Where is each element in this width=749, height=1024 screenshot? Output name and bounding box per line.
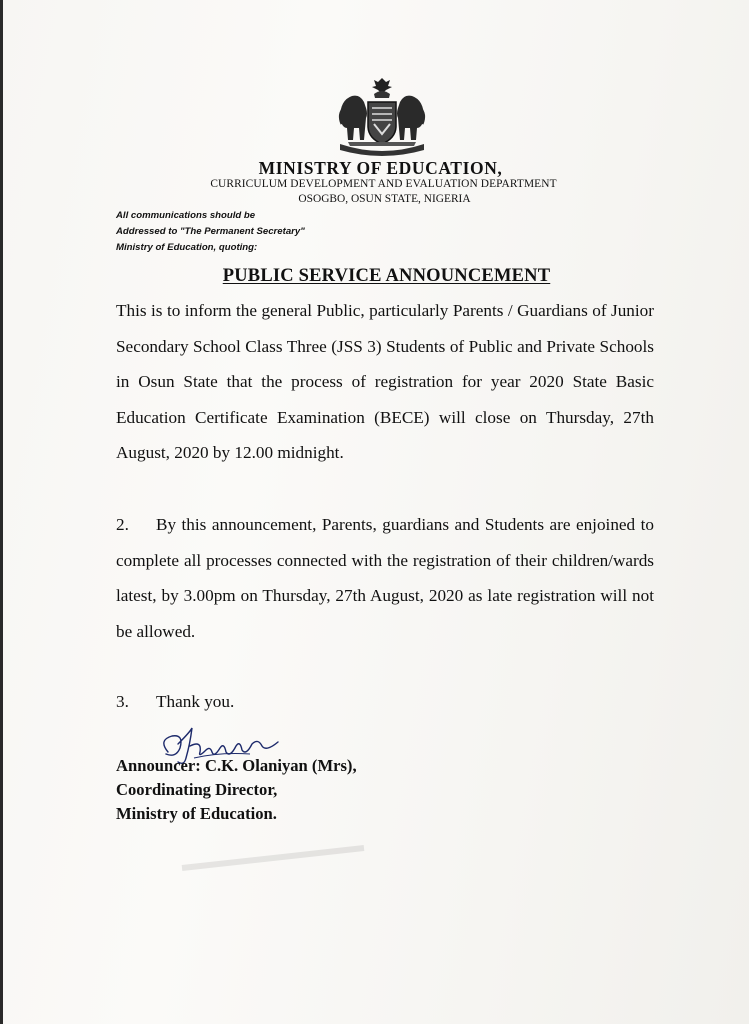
paragraph-number: 3. xyxy=(116,692,129,711)
announcement-heading: PUBLIC SERVICE ANNOUNCEMENT xyxy=(222,266,551,286)
paragraph-2-text: By this announcement, Parents, guardians and Students are enjoined to complete all processes connected with the registration of their children/wards latest, by 3.00pm on Thursday, 27th August, 2020 as late registration will not be allowed. xyxy=(116,515,654,641)
coat-of-arms-icon xyxy=(334,78,430,160)
ministry-title: MINISTRY OF EDUCATION, xyxy=(258,158,503,178)
communication-note-line: Addressed to "The Permanent Secretary" xyxy=(116,226,305,237)
paragraph-2 xyxy=(116,507,654,649)
paragraph-number: 2. xyxy=(116,515,129,534)
paragraph-3-text: Thank you. xyxy=(156,692,235,711)
paragraph-1: This is to inform the general Public, particularly Parents / Guardians of Junior Secondary School Class Three (JSS 3) Students of Public and Private Schools in Osun State that the process of registration for year 2020 State Basic Education Certificate Examination (BECE) will close on Thursday, 27th August, 2020 by 12.00 midnight. xyxy=(116,301,654,462)
communication-note xyxy=(116,208,305,256)
announcer-line: Announcer: C.K. Olaniyan (Mrs), xyxy=(116,756,357,775)
paragraph-3 xyxy=(116,684,654,720)
title-line: Coordinating Director, xyxy=(116,780,278,799)
organization-line: Ministry of Education. xyxy=(116,804,277,823)
communication-note-line: All communications should be xyxy=(116,210,256,221)
department-name: CURRICULUM DEVELOPMENT AND EVALUATION DEPARTMENT xyxy=(210,178,557,190)
signoff-block xyxy=(116,754,357,826)
communication-note-line: Ministry of Education, quoting: xyxy=(116,242,258,253)
faint-watermark xyxy=(178,838,368,878)
address-line: OSOGBO, OSUN STATE, NIGERIA xyxy=(298,193,471,205)
